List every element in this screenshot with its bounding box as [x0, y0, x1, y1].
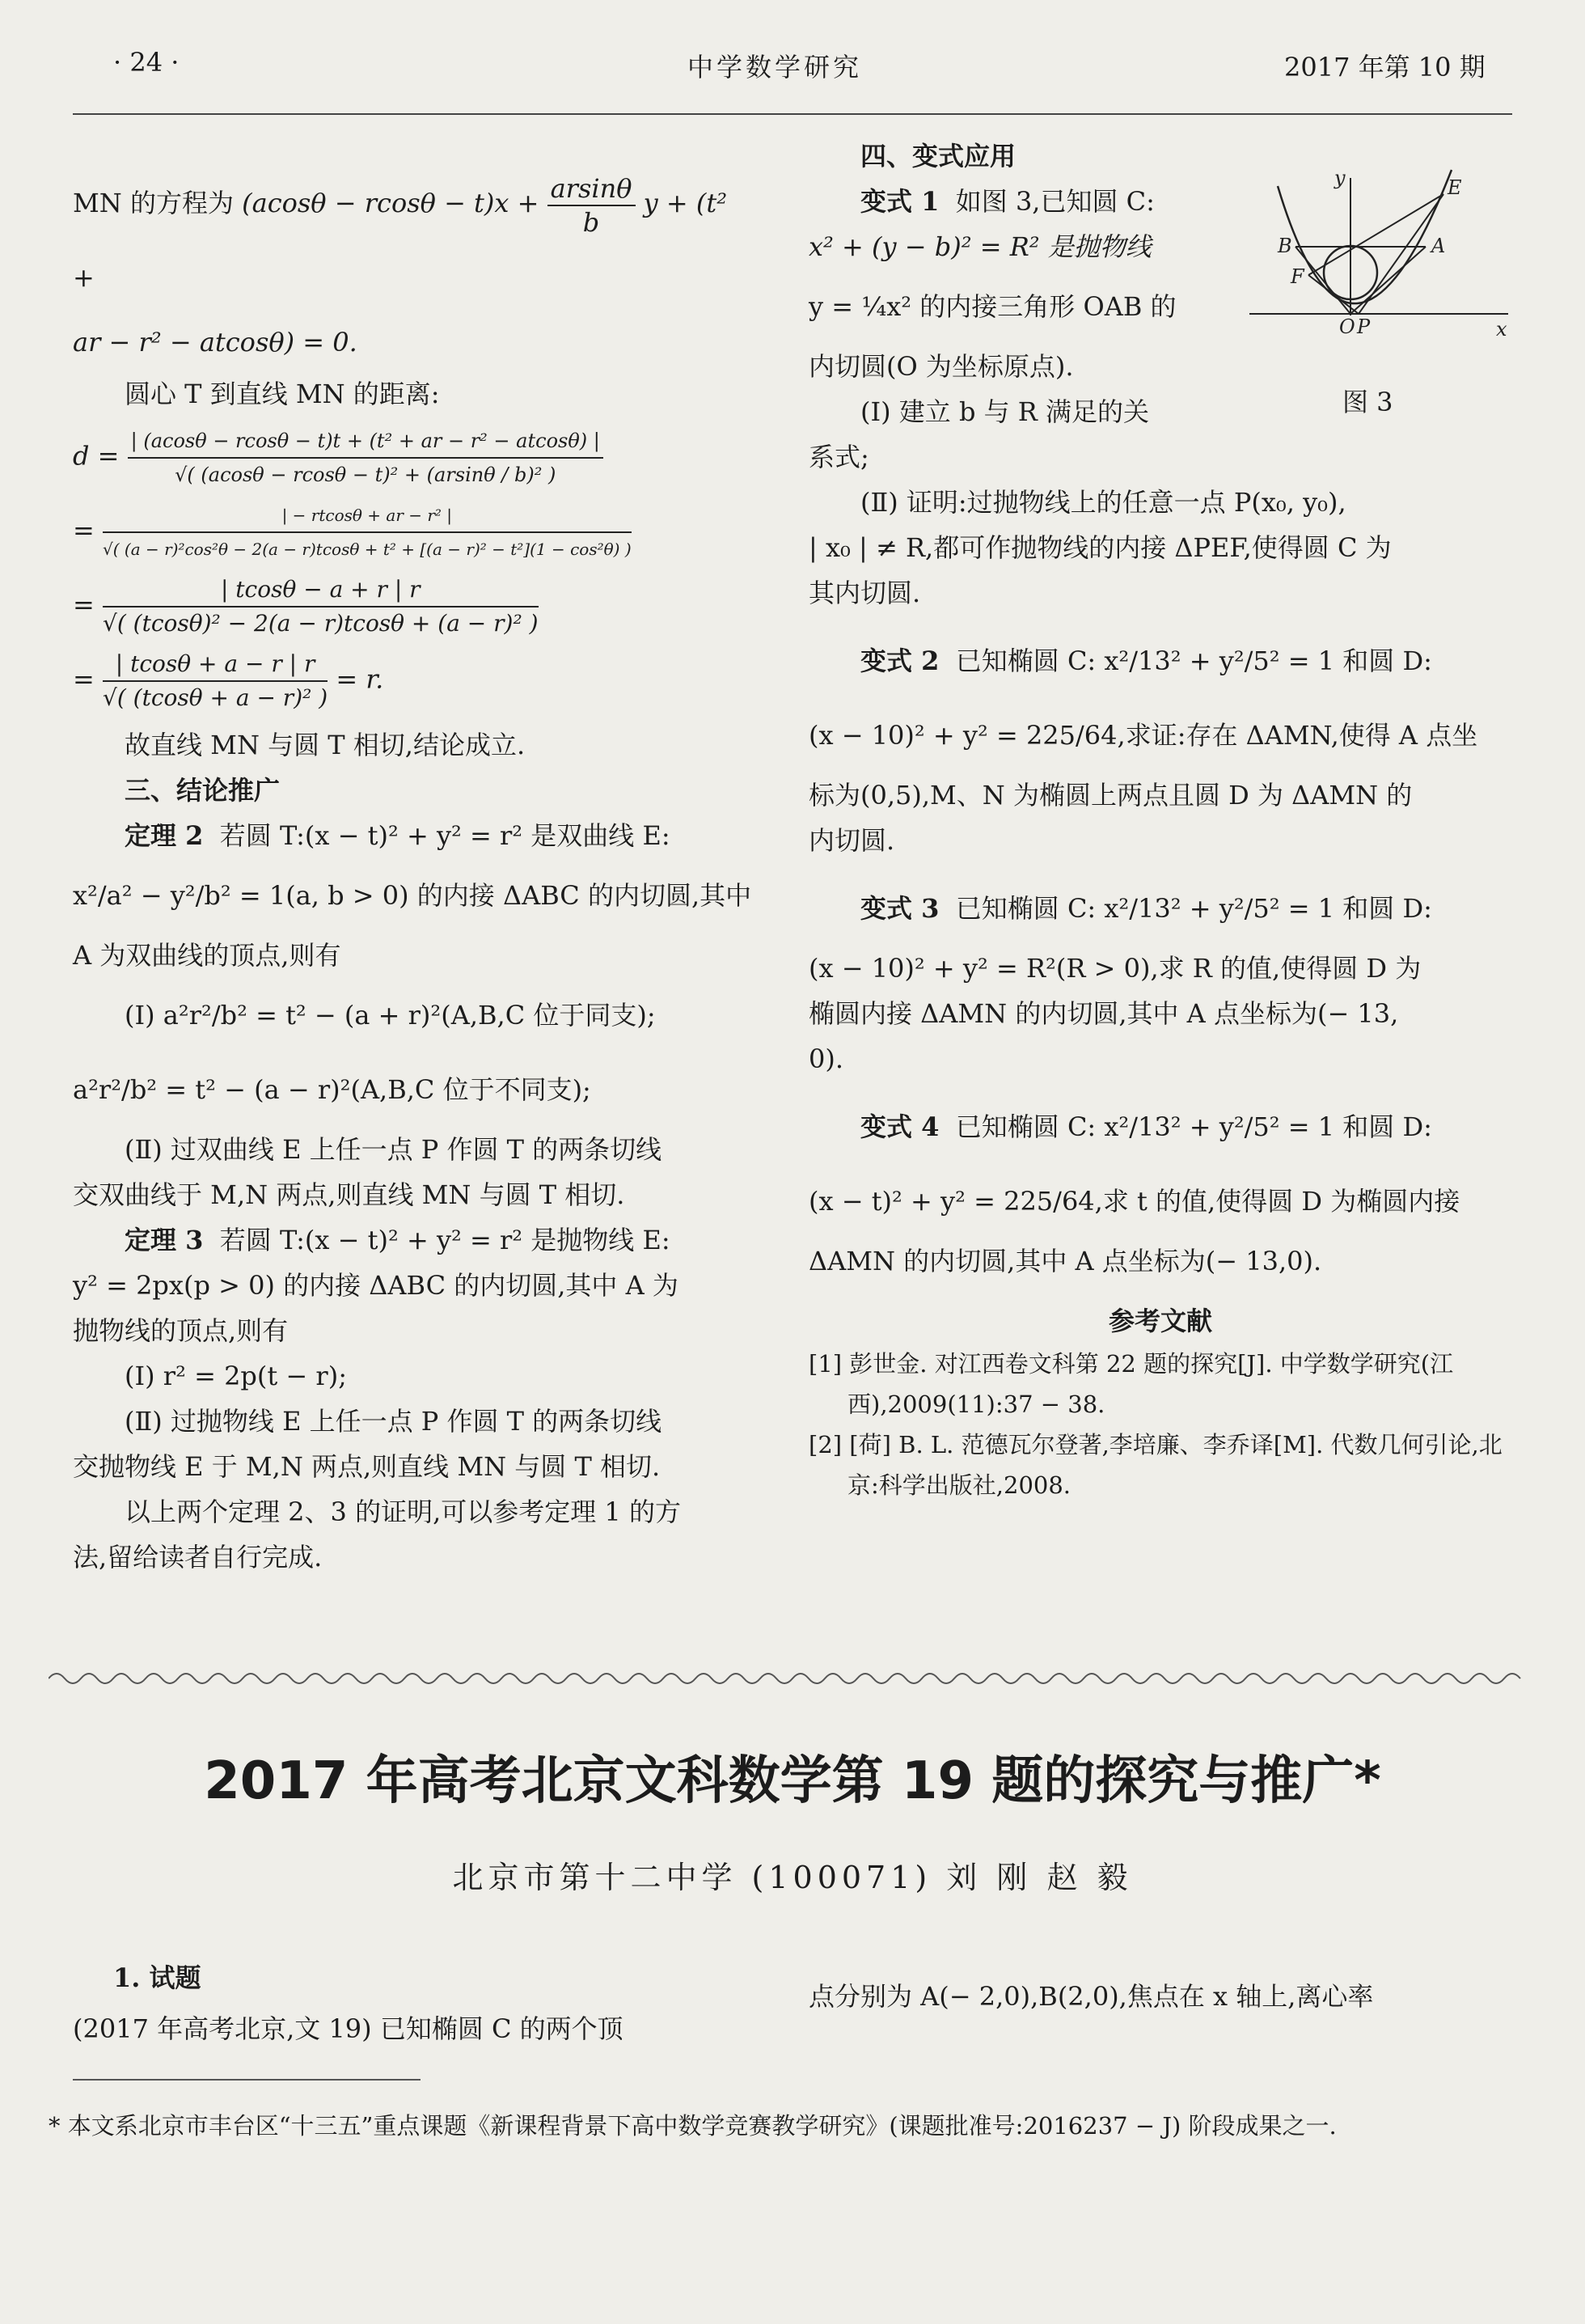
distance-text: 圆心 T 到直线 MN 的距离: — [125, 379, 440, 409]
variant-2: 变式 2 已知椭圆 C: x²/13² + y²/5² = 1 和圆 D: — [860, 646, 1432, 676]
theorem-3-part-2: (Ⅱ) 过抛物线 E 上任一点 P 作圆 T 的两条切线 — [125, 1406, 662, 1437]
variant-1-block: 变式 1 如图 3,已知圆 C: x² + (y − b)² = R² 是抛物线 y = ¼x² 的内接三角形 OAB 的 内切圆(O 为坐标原点). (Ⅰ) 建立 b 与 R 满足的关 — [809, 179, 1237, 434]
label-o: O — [1339, 315, 1355, 338]
side-oa — [1350, 247, 1426, 314]
closing-text: 以上两个定理 2、3 的证明,可以参考定理 1 的方 — [125, 1496, 681, 1527]
theorem-3: 定理 3 若圆 T:(x − t)² + y² = r² 是抛物线 E: — [125, 1225, 670, 1255]
variant-4: 变式 4 已知椭圆 C: x²/13² + y²/5² = 1 和圆 D: — [860, 1111, 1432, 1142]
closing-text: 法,留给读者自行完成. — [73, 1542, 323, 1573]
issue-label: 2017 年第 10 期 — [1284, 52, 1486, 83]
left-column — [73, 166, 752, 1580]
label-e: E — [1448, 176, 1462, 199]
distance-eq-1: d = $\frac{\text{| (acosθ − rcosθ − t)t + (t² + ar − r² − atcosθ) |}}{\text{√( (acosθ − rcosθ − t)² + (arsinθ / b)² )}}$ — [73, 425, 752, 491]
label-x: x — [1496, 318, 1507, 341]
theorem-3-line: y² = 2px(p > 0) 的内接 ΔABC 的内切圆,其中 A 为 — [73, 1270, 678, 1301]
label-p: P — [1357, 315, 1371, 338]
page-number: · 24 · — [113, 47, 180, 78]
right-column: 四、变式应用 变式 1 如图 3,已知圆 C: x² + (y − b)² = R² 是抛物线 y = ¼x² 的内接三角形 OAB 的 内切圆(O 为坐标原点). (Ⅰ) 建立 b 与 R 满足的关 系式; (Ⅱ) 证明:过抛物线上的任意一点 P(x₀, y₀), | x₀ | ≠ R,都可作抛物线的内接 ΔPEF,使得圆 C 为 其内切圆. 变式 2 已知椭圆 C: x²/13² + y²/5² = 1 和圆 D: (x − 10)² + y² = 225/64,求证:存在 ΔAMN,使得 A 点坐 标为(0,5),M、N 为椭圆上两点且圆 D 为 ΔAMN 的 内切圆. 变式 3 已知椭圆 C: x²/13² + y²/5² = 1 和圆 D: (x − 10)² + y² = R²(R > 0),求 R 的值,使得圆 D 为 椭圆内接 ΔAMN 的内切圆,其中 A 点坐标为(− 13, 0). 变式 4 已知椭圆 C: x²/13² + y²/5² = 1 和圆 D: (x − t)² + y² = 225/64,求 t 的值,使得圆 D 为椭圆内接 ΔAMN 的内切圆,其中 A 点坐标为(− 13,0). 参考文献 [1] 彭世金. 对江西卷文科第 22 题的探究[J]. 中学数学研究(江西),2009(11):37 − 38. [2] [荷] B. L. 范德瓦尔登著,李培廉、李乔译[M]. 代数几何引论,北京:科学出版社,2008. — [809, 133, 1512, 1505]
label-f: F — [1291, 265, 1304, 288]
theorem-2-line: A 为双曲线的顶点,则有 — [73, 940, 341, 971]
footnote: * 本文系北京市丰台区“十三五”重点课题《新课程背景下高中数学竞赛教学研究》(课题批准号:2016237 − J) 阶段成果之一. — [49, 2112, 1337, 2140]
article-title: 2017 年高考北京文科数学第 19 题的探究与推广* — [204, 1751, 1381, 1811]
label-a: A — [1431, 235, 1446, 257]
section-3-heading: 三、结论推广 — [125, 775, 281, 806]
theorem-3-part-2b: 交抛物线 E 于 M,N 两点,则直线 MN 与圆 T 相切. — [73, 1451, 661, 1482]
references-title: 参考文献 — [1108, 1306, 1212, 1336]
section-1-heading: 1. 试题 — [113, 1962, 201, 1993]
theorem-2-part-2: (Ⅱ) 过双曲线 E 上任一点 P 作圆 T 的两条切线 — [125, 1134, 662, 1165]
distance-eq-4: = $\frac{| tcos\theta + a - r | r}{\text{√( (tcosθ + a − r)² )}}$ = r. — [73, 648, 752, 714]
theorem-2-part-1b: a²r²/b² = t² − (a − r)²(A,B,C 位于不同支); — [73, 1074, 591, 1105]
distance-eq-3: = $\frac{| tcos\theta - a + r | r}{\text{√( (tcosθ)² − 2(a − r)tcosθ + (a − r)² )}}$ — [73, 574, 752, 640]
variant-3: 变式 3 已知椭圆 C: x²/13² + y²/5² = 1 和圆 D: — [860, 893, 1432, 924]
reference-1: [1] 彭世金. 对江西卷文科第 22 题的探究[J]. 中学数学研究(江西),2009(11):37 − 38. — [809, 1350, 1454, 1418]
conclusion-text: 故直线 MN 与圆 T 相切,结论成立. — [125, 730, 526, 760]
journal-name: 中学数学研究 — [687, 52, 863, 83]
reference-2: [2] [荷] B. L. 范德瓦尔登著,李培廉、李乔译[M]. 代数几何引论,北京:科学出版社,2008. — [809, 1431, 1503, 1499]
theorem-2-line: x²/a² − y²/b² = 1(a, b > 0) 的内接 ΔABC 的内切圆,其中 — [73, 880, 752, 911]
footnote-rule — [73, 2079, 421, 2081]
section-4-heading: 四、变式应用 — [860, 141, 1017, 171]
label-y: y — [1334, 167, 1346, 189]
article-authors: 北京市第十二中学 (100071) 刘 刚 赵 毅 — [452, 1860, 1133, 1895]
distance-eq-2: = | − rtcosθ + ar − r² | √( (a − r)²cos²θ − 2(a − r)tcosθ + t² + [(a − r)² − t²](1 − cos²θ) ) — [73, 499, 752, 565]
fraction: $\frac{arsin\theta}{b}$ — [547, 172, 636, 239]
theorem-2-part-1: (Ⅰ) a²r²/b² = t² − (a + r)²(A,B,C 位于同支); — [125, 1000, 656, 1031]
variant-1-part-2: (Ⅱ) 证明:过抛物线上的任意一点 P(x₀, y₀), — [860, 487, 1346, 518]
theorem-2-part-2b: 交双曲线于 M,N 两点,则直线 MN 与圆 T 相切. — [73, 1179, 625, 1210]
line-mn-equation: MN 的方程为 (acosθ − rcosθ − t)x + $\frac{arsin\theta}{b}$ y + (t² + — [73, 172, 728, 293]
question-text-right: 点分别为 A(− 2,0),B(2,0),焦点在 x 轴上,离心率 — [809, 1981, 1374, 2012]
theorem-3-line: 抛物线的顶点,则有 — [73, 1315, 289, 1346]
question-text-left: (2017 年高考北京,文 19) 已知椭圆 C 的两个顶 — [73, 2013, 623, 2044]
theorem-3-part-1: (Ⅰ) r² = 2p(t − r); — [125, 1361, 347, 1391]
line-mn-equation-cont: ar − r² − atcosθ) = 0. — [73, 327, 357, 358]
header-rule — [73, 113, 1512, 115]
figure-3-caption: 图 3 — [1342, 387, 1393, 417]
label-b: B — [1278, 235, 1292, 257]
wavy-divider — [49, 1666, 1536, 1691]
variant-1: 变式 1 如图 3,已知圆 C: — [860, 186, 1155, 217]
theorem-2: 定理 2 若圆 T:(x − t)² + y² = r² 是双曲线 E: — [125, 820, 670, 851]
